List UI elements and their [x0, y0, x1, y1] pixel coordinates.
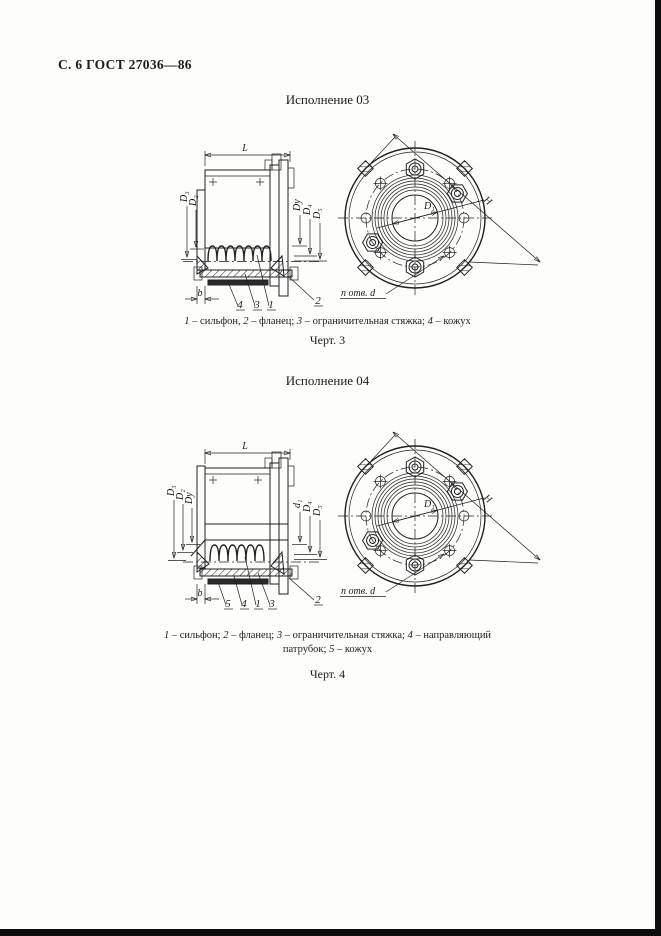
- dim-Du: Dу: [292, 199, 303, 211]
- dim-D2: D₂: [188, 195, 199, 206]
- page-header: С. 6 ГОСТ 27036—86: [58, 57, 192, 72]
- dim-D3: D₃: [166, 485, 177, 496]
- dim-D1: D₁: [424, 201, 435, 212]
- callout-3: 3: [269, 598, 275, 610]
- callout-5: 5: [225, 598, 231, 610]
- figure3-title: Исполнение 03: [285, 92, 370, 107]
- figure4-title: Исполнение 04: [285, 373, 370, 388]
- dim-D4: D₄: [302, 501, 313, 512]
- callout-1: 1: [268, 299, 274, 311]
- center-marks: [209, 476, 262, 484]
- figure4-caption-line1: 1 – сильфон; 2 – фланец; 3 – ограничительная стяжка; 4 – направляющий: [163, 630, 492, 641]
- fig4-front-view: [338, 432, 540, 597]
- callout-2: 2: [315, 594, 321, 606]
- dim-D1: D₁: [424, 499, 435, 510]
- callout-2: 2: [315, 295, 321, 307]
- callout-4: 4: [241, 598, 247, 610]
- figure4-number: Черт. 4: [309, 667, 346, 681]
- holes-note: n отв. d: [341, 288, 376, 299]
- dim-D4: D₄: [302, 204, 313, 215]
- holes-note: n отв. d: [341, 586, 376, 597]
- dim-D2: D₂: [175, 489, 186, 500]
- fig3-side-view: [179, 143, 327, 311]
- guide-pipe: [205, 524, 288, 540]
- figure3-drawing: [88, 118, 568, 330]
- dim-H: H: [481, 194, 494, 208]
- callout-1: 1: [255, 598, 261, 610]
- dim-d1: d₁: [292, 499, 303, 508]
- callout-3: 3: [254, 299, 260, 311]
- dim-b: b: [197, 588, 203, 599]
- dim-H: H: [481, 492, 494, 506]
- dim-D5: D₅: [312, 505, 323, 516]
- dim-Du: Dу: [184, 492, 195, 504]
- page-edge-right: [655, 0, 661, 936]
- dim-L: L: [242, 143, 248, 154]
- figure3-number: Черт. 3: [309, 333, 346, 347]
- dim-D5: D₅: [312, 208, 323, 219]
- figure3-caption: 1 – сильфон, 2 – фланец; 3 – ограничительная стяжка; 4 – кожух: [184, 316, 471, 327]
- figure4-drawing: [88, 416, 568, 628]
- fig4-side-view: [166, 441, 327, 610]
- dim-D3: D₃: [179, 191, 190, 202]
- dim-b: b: [197, 288, 203, 299]
- page-edge-bottom: [0, 929, 661, 936]
- center-marks: [209, 178, 264, 186]
- fig3-front-view: [338, 134, 540, 299]
- callout-4: 4: [237, 299, 243, 311]
- bellows-section: [210, 545, 264, 561]
- figure4-caption-line2: патрубок; 5 – кожух: [282, 644, 373, 655]
- dim-L: L: [242, 441, 248, 452]
